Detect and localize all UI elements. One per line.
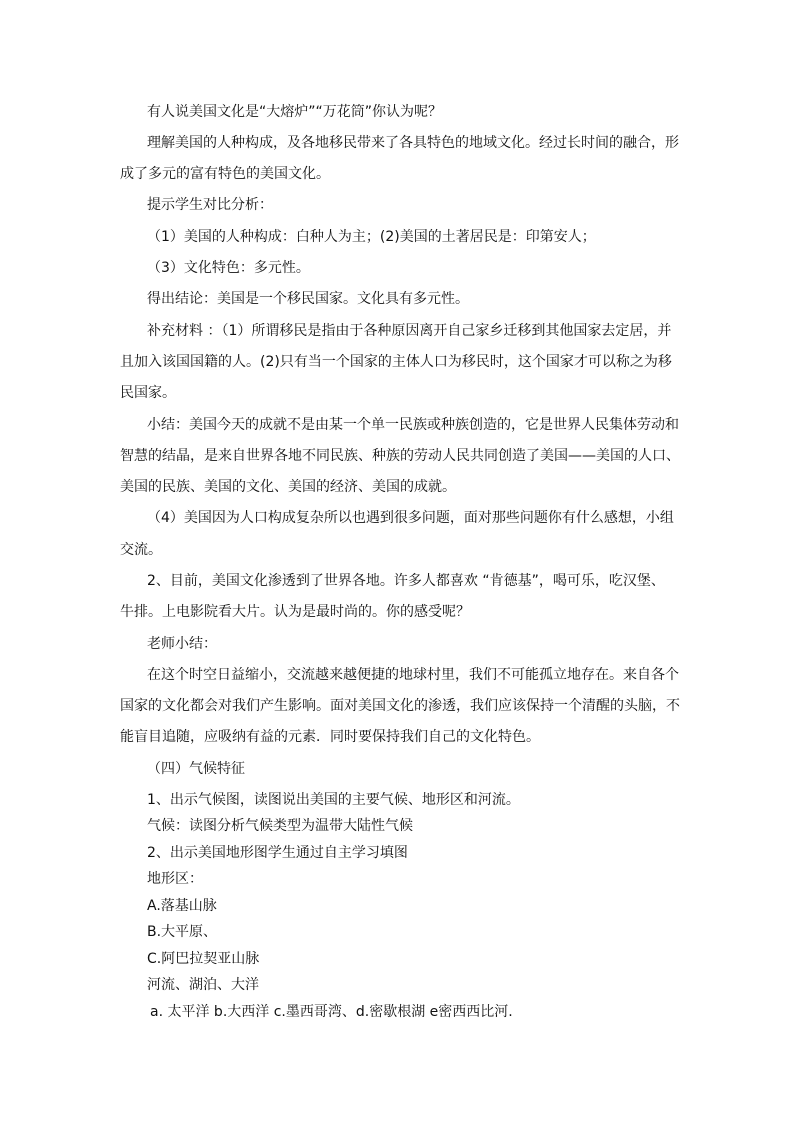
- section-heading-climate: （四）气候特征: [147, 761, 245, 777]
- paragraph-understanding-line2: 成了多元的富有特色的美国文化。: [120, 166, 330, 182]
- label-rivers-lakes-oceans: 河流、湖泊、大洋: [147, 977, 259, 993]
- paragraph-conclusion: 得出结论：美国是一个移民国家。文化具有多元性。: [147, 291, 469, 307]
- list-item-water-bodies: a. 太平洋 b.大西洋 c.墨西哥湾、d.密歇根湖 e密西西比河.: [150, 1004, 513, 1020]
- paragraph-culture-spread-line2: 牛排。上电影院看大片。认为是最时尚的。你的感受呢？: [120, 604, 470, 620]
- list-item-great-plains: B.大平原、: [147, 924, 218, 940]
- paragraph-summary-line2: 智慧的结晶，是来自世界各地不同民族、种族的劳动人民共同创造了美国——美国的人口、: [120, 448, 680, 464]
- paragraph-supplement-line1: 补充材料 ：（1）所谓移民是指由于各种原因离开自己家乡迁移到其他国家去定居，并: [147, 323, 672, 339]
- list-item-rocky-mountains: A.落基山脉: [147, 898, 217, 914]
- paragraph-summary-line1: 小结：美国今天的成就不是由某一个单一民族或种族创造的，它是世界人民集体劳动和: [147, 417, 679, 433]
- paragraph-teacher-summary-line2: 国家的文化都会对我们产生影响。面对美国文化的渗透，我们应该保持一个清醒的头脑，不: [120, 698, 680, 714]
- paragraph-teacher-summary-line1: 在这个时空日益缩小，交流越来越便捷的地球村里，我们不可能孤立地存在。来自各个: [147, 667, 679, 683]
- paragraph-question-melting-pot: 有人说美国文化是“大熔炉”“万花筒”你认为呢？: [147, 104, 443, 120]
- paragraph-supplement-line2: 且加入该国国籍的人。(2)只有当一个国家的主体人口为移民时，这个国家才可以称之为移: [120, 354, 672, 370]
- paragraph-supplement-line3: 民国家。: [120, 385, 176, 401]
- list-item-climate-type: 气候：读图分析气候类型为温带大陆性气候: [147, 818, 413, 834]
- paragraph-prompt-compare: 提示学生对比分析：: [147, 197, 273, 213]
- paragraph-teacher-summary-label: 老师小结：: [147, 636, 217, 652]
- paragraph-culture-spread-line1: 2、目前，美国文化渗透到了世界各地。许多人都喜欢 “肯德基”，喝可乐，吃汉堡、: [147, 573, 665, 589]
- list-item-race-composition: （1）美国的人种构成：白种人为主；(2)美国的土著居民是：印第安人；: [147, 229, 596, 245]
- paragraph-problems-line2: 交流。: [120, 542, 162, 558]
- paragraph-problems-line1: （4）美国因为人口构成复杂所以也遇到很多问题，面对那些问题你有什么感想，小组: [147, 510, 674, 526]
- paragraph-understanding-line1: 理解美国的人种构成，及各地移民带来了各具特色的地域文化。经过长时间的融合，形: [147, 135, 679, 151]
- label-terrain-regions: 地形区：: [147, 871, 203, 887]
- list-item-cultural-feature: （3）文化特色：多元性。: [147, 260, 310, 276]
- paragraph-summary-line3: 美国的民族、美国的文化、美国的经济、美国的成就。: [120, 479, 456, 495]
- paragraph-teacher-summary-line3: 能盲目追随，应吸纳有益的元素．同时要保持我们自己的文化特色。: [120, 729, 540, 745]
- list-item-appalachian: C.阿巴拉契亚山脉: [147, 951, 260, 967]
- list-item-climate-map: 1、出示气候图，读图说出美国的主要气候、地形区和河流。: [147, 792, 520, 808]
- list-item-terrain-map: 2、出示美国地形图学生通过自主学习填图: [147, 845, 408, 861]
